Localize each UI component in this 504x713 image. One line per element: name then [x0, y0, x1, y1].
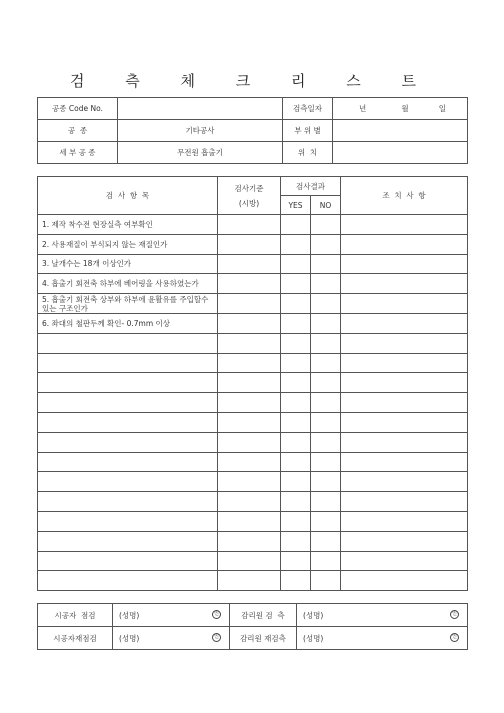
no-cell[interactable] — [311, 412, 341, 432]
yes-cell[interactable] — [281, 452, 311, 472]
yes-cell[interactable] — [281, 215, 311, 235]
yes-cell[interactable] — [281, 551, 311, 571]
contractor-recheck-label: 시공자재점검 — [38, 627, 113, 650]
header-row-code — [38, 98, 468, 120]
col-no-header: NO — [311, 196, 341, 215]
table-row — [38, 571, 468, 591]
inspection-item — [38, 472, 218, 492]
table-row — [38, 234, 468, 254]
inspection-item: 5. 흡출기 회전축 상부와 하부에 윤활유를 주입할수 있는 구조인가 — [38, 294, 218, 314]
table-row — [38, 254, 468, 274]
supervisor-inspect-sign-field[interactable] — [297, 604, 468, 627]
standard-cell[interactable] — [218, 393, 281, 413]
no-cell[interactable] — [311, 452, 341, 472]
part-label: 부 위 별 — [283, 120, 333, 142]
header-row-detail — [38, 142, 468, 164]
action-cell[interactable] — [341, 274, 468, 294]
inspection-item — [38, 452, 218, 472]
table-row — [38, 531, 468, 551]
yes-cell[interactable] — [281, 254, 311, 274]
date-label: 검측일자 — [283, 98, 333, 120]
no-cell[interactable] — [311, 571, 341, 591]
action-cell[interactable] — [341, 551, 468, 571]
detail-field[interactable]: 무전원 흡출기 — [118, 142, 283, 164]
yes-cell[interactable] — [281, 432, 311, 452]
no-cell[interactable] — [311, 313, 341, 333]
standard-cell[interactable] — [218, 472, 281, 492]
standard-cell[interactable] — [218, 313, 281, 333]
detail-label: 세 부 공 종 — [38, 142, 118, 164]
code-label: 공종 Code No. — [38, 98, 118, 120]
supervisor-reinspect-sign-field[interactable] — [297, 627, 468, 650]
table-row — [38, 492, 468, 512]
no-cell[interactable] — [311, 254, 341, 274]
yes-cell[interactable] — [281, 274, 311, 294]
seal-icon: 인 — [450, 633, 459, 642]
standard-cell[interactable] — [218, 254, 281, 274]
inspection-item — [38, 492, 218, 512]
inspection-item: 4. 흡출기 회전축 하부에 베어링을 사용하였는가 — [38, 274, 218, 294]
standard-cell[interactable] — [218, 294, 281, 314]
col-yes-header: YES — [281, 196, 311, 215]
table-row — [38, 313, 468, 333]
yes-cell[interactable] — [281, 373, 311, 393]
code-field[interactable] — [118, 98, 283, 120]
action-cell[interactable] — [341, 571, 468, 591]
inspection-item — [38, 333, 218, 353]
standard-cell[interactable] — [218, 492, 281, 512]
yes-cell[interactable] — [281, 294, 311, 314]
no-cell[interactable] — [311, 333, 341, 353]
day-label: 일 — [438, 104, 447, 113]
yes-cell[interactable] — [281, 234, 311, 254]
standard-cell[interactable] — [218, 531, 281, 551]
signature-row-2 — [38, 627, 468, 650]
inspection-item — [38, 373, 218, 393]
inspection-item — [38, 511, 218, 531]
work-field[interactable]: 기타공사 — [118, 120, 283, 142]
action-cell[interactable] — [341, 294, 468, 314]
no-cell[interactable] — [311, 472, 341, 492]
seal-icon: 인 — [450, 610, 459, 619]
inspection-item — [38, 551, 218, 571]
table-row — [38, 432, 468, 452]
contractor-check-sign-field[interactable] — [113, 604, 230, 627]
header-info-table — [37, 97, 468, 164]
inspection-item — [38, 571, 218, 591]
yes-cell[interactable] — [281, 393, 311, 413]
col-standard-line1: 검사기준 — [234, 183, 264, 193]
inspection-item: 3. 날개수는 18개 이상인가 — [38, 254, 218, 274]
table-row — [38, 472, 468, 492]
action-cell[interactable] — [341, 492, 468, 512]
yes-cell[interactable] — [281, 492, 311, 512]
action-cell[interactable] — [341, 234, 468, 254]
inspection-table — [37, 176, 468, 591]
supervisor-inspect-label: 감리원 검 측 — [230, 604, 297, 627]
supervisor-name-label: (성명) — [303, 633, 324, 643]
action-cell[interactable] — [341, 452, 468, 472]
no-cell[interactable] — [311, 373, 341, 393]
date-field[interactable] — [333, 98, 468, 120]
no-cell[interactable] — [311, 234, 341, 254]
yes-cell[interactable] — [281, 333, 311, 353]
standard-cell[interactable] — [218, 551, 281, 571]
year-label: 년 — [358, 104, 367, 113]
standard-cell[interactable] — [218, 571, 281, 591]
inspection-item: 6. 좌대의 철판두께 확인- 0.7mm 이상 — [38, 313, 218, 333]
yes-cell[interactable] — [281, 531, 311, 551]
no-cell[interactable] — [311, 432, 341, 452]
inspection-item: 1. 제작 착수전 현장실측 여부확인 — [38, 215, 218, 235]
yes-cell[interactable] — [281, 313, 311, 333]
action-cell[interactable] — [341, 393, 468, 413]
yes-cell[interactable] — [281, 472, 311, 492]
header-row-work — [38, 120, 468, 142]
col-item-header: 검 사 항 목 — [38, 177, 218, 215]
table-row — [38, 511, 468, 531]
col-action-header: 조 치 사 항 — [341, 177, 468, 215]
month-label: 월 — [401, 104, 409, 113]
seal-icon: 인 — [212, 610, 221, 619]
no-cell[interactable] — [311, 531, 341, 551]
no-cell[interactable] — [311, 215, 341, 235]
table-row — [38, 353, 468, 373]
no-cell[interactable] — [311, 353, 341, 373]
work-label: 공 종 — [38, 120, 118, 142]
no-cell[interactable] — [311, 511, 341, 531]
location-label: 위 치 — [283, 142, 333, 164]
table-row — [38, 215, 468, 235]
action-cell[interactable] — [341, 353, 468, 373]
supervisor-reinspect-label: 감리원 재검측 — [230, 627, 297, 650]
table-row — [38, 333, 468, 353]
inspection-item: 2. 사용재질이 부식되지 않는 재질인가 — [38, 234, 218, 254]
standard-cell[interactable] — [218, 333, 281, 353]
inspection-item — [38, 353, 218, 373]
action-cell[interactable] — [341, 373, 468, 393]
inspection-item — [38, 432, 218, 452]
contractor-recheck-sign-field[interactable] — [113, 627, 230, 650]
action-cell[interactable] — [341, 313, 468, 333]
table-row — [38, 452, 468, 472]
no-cell[interactable] — [311, 551, 341, 571]
standard-cell[interactable] — [218, 373, 281, 393]
table-row — [38, 294, 468, 314]
no-cell[interactable] — [311, 393, 341, 413]
standard-cell[interactable] — [218, 412, 281, 432]
signature-row-1 — [38, 604, 468, 627]
contractor-check-label: 시공자 점검 — [38, 604, 113, 627]
page-title: 검 측 체 크 리 스 트 — [69, 72, 435, 90]
yes-cell[interactable] — [281, 571, 311, 591]
inspection-item — [38, 393, 218, 413]
col-standard-line2: (시방) — [238, 198, 260, 208]
inspection-item — [38, 531, 218, 551]
part-field[interactable] — [333, 120, 468, 142]
table-header-row — [38, 177, 468, 196]
standard-cell[interactable] — [218, 432, 281, 452]
action-cell[interactable] — [341, 333, 468, 353]
yes-cell[interactable] — [281, 412, 311, 432]
action-cell[interactable] — [341, 254, 468, 274]
standard-cell[interactable] — [218, 511, 281, 531]
col-standard-header — [218, 177, 281, 215]
action-cell[interactable] — [341, 511, 468, 531]
action-cell[interactable] — [341, 432, 468, 452]
standard-cell[interactable] — [218, 234, 281, 254]
table-row — [38, 393, 468, 413]
table-row — [38, 551, 468, 571]
col-result-header: 검사결과 — [281, 177, 341, 196]
standard-cell[interactable] — [218, 274, 281, 294]
location-field[interactable] — [333, 142, 468, 164]
standard-cell[interactable] — [218, 452, 281, 472]
standard-cell[interactable] — [218, 215, 281, 235]
table-row — [38, 274, 468, 294]
standard-cell[interactable] — [218, 353, 281, 373]
contractor-name-label: (성명) — [119, 633, 140, 643]
no-cell[interactable] — [311, 492, 341, 512]
action-cell[interactable] — [341, 472, 468, 492]
action-cell[interactable] — [341, 215, 468, 235]
yes-cell[interactable] — [281, 511, 311, 531]
supervisor-name-label: (성명) — [303, 610, 324, 620]
no-cell[interactable] — [311, 274, 341, 294]
signature-table — [37, 603, 468, 650]
inspection-item — [38, 412, 218, 432]
table-row — [38, 373, 468, 393]
yes-cell[interactable] — [281, 353, 311, 373]
seal-icon: 인 — [212, 633, 221, 642]
table-row — [38, 412, 468, 432]
action-cell[interactable] — [341, 531, 468, 551]
action-cell[interactable] — [341, 412, 468, 432]
no-cell[interactable] — [311, 294, 341, 314]
contractor-name-label: (성명) — [119, 610, 140, 620]
